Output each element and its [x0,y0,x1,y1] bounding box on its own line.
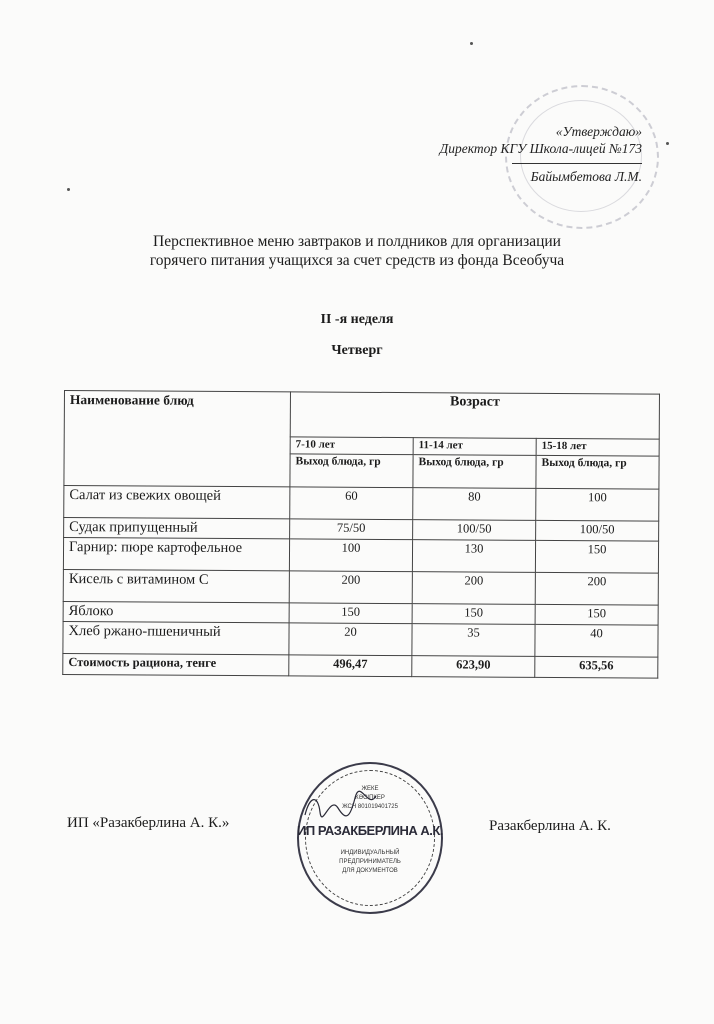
menu-table [62,390,660,679]
dish-value: 60 [290,487,413,520]
approval-block [440,123,642,185]
dish-name: Судак припущенный [64,518,290,539]
stamp-line: ДЛЯ ДОКУМЕНТОВ [342,868,398,874]
table-row [63,569,658,605]
title-line-1: Перспективное меню завтраков и полдников для организации [153,233,561,250]
dish-value: 150 [289,603,412,624]
stamp-name: ИП РАЗАКБЕРЛИНА А.К. [297,823,443,838]
dish-value: 20 [289,623,412,656]
stamp-line: ЖСН 801019401725 [342,804,398,810]
table-row [63,538,658,574]
total-label: Стоимость рациона, тенге [63,653,289,675]
dish-name: Гарнир: пюре картофельное [63,538,289,571]
yield-label: Выход блюда, гр [413,455,536,489]
title-line-2: горячего питания учащихся за счет средств из фонда Всеобуча [149,252,565,269]
yield-label: Выход блюда, гр [536,455,659,489]
approval-position: Директор КГУ Школа-лицей №173 [439,141,642,156]
day-heading: Четверг [331,343,383,358]
dish-value: 100/50 [536,520,659,541]
age-group: 15-18 лет [536,438,659,456]
dish-value: 150 [535,540,658,573]
dish-name: Кисель с витамином С [63,569,289,602]
table-row [64,486,659,522]
dish-value: 150 [535,604,658,625]
approval-signatory: Байымбетова Л.М. [512,163,642,185]
dish-name: Салат из свежих овощей [64,486,290,519]
approval-label: «Утверждаю» [555,124,642,139]
dish-value: 40 [535,624,658,657]
speck [470,42,473,45]
signature-right: Разакберлина А. К. [489,818,611,834]
total-value: 635,56 [535,656,658,678]
age-group: 7-10 лет [290,437,413,455]
yield-label: Выход блюда, гр [290,454,413,488]
dish-value: 35 [412,624,535,657]
dish-value: 75/50 [290,519,413,540]
total-row [63,653,658,678]
speck [666,142,669,145]
dish-value: 100/50 [413,520,536,541]
dish-value: 200 [535,572,658,605]
dish-value: 130 [412,540,535,573]
header-age: Возраст [290,392,659,439]
dish-name: Хлеб ржано-пшеничный [63,621,289,654]
stamp-line: ЖЕКЕ [361,786,379,792]
dish-value: 100 [536,488,659,521]
header-dish-name: Наименование блюд [64,391,291,487]
age-group: 11-14 лет [413,438,536,456]
stamp-line: ИНДИВИДУАЛЬНЫЙ [340,850,400,856]
dish-value: 150 [412,604,535,625]
total-value: 623,90 [412,656,535,678]
dish-value: 200 [412,572,535,605]
speck [67,188,70,191]
table-row [63,621,658,657]
signature-scribble-icon [300,790,380,820]
week-heading: II -я неделя [320,312,394,327]
total-value: 496,47 [289,655,412,677]
signature-left: ИП «Разакберлина А. К.» [67,815,230,831]
stamp-line: ПРЕДПРИНИМАТЕЛЬ [339,859,401,865]
dish-value: 200 [289,571,412,604]
dish-name: Яблоко [63,601,289,622]
stamp-line: КӘСІПКЕР [355,795,385,801]
header-row [64,391,659,440]
document-title [0,232,714,270]
dish-value: 100 [289,539,412,572]
dish-value: 80 [413,488,536,521]
